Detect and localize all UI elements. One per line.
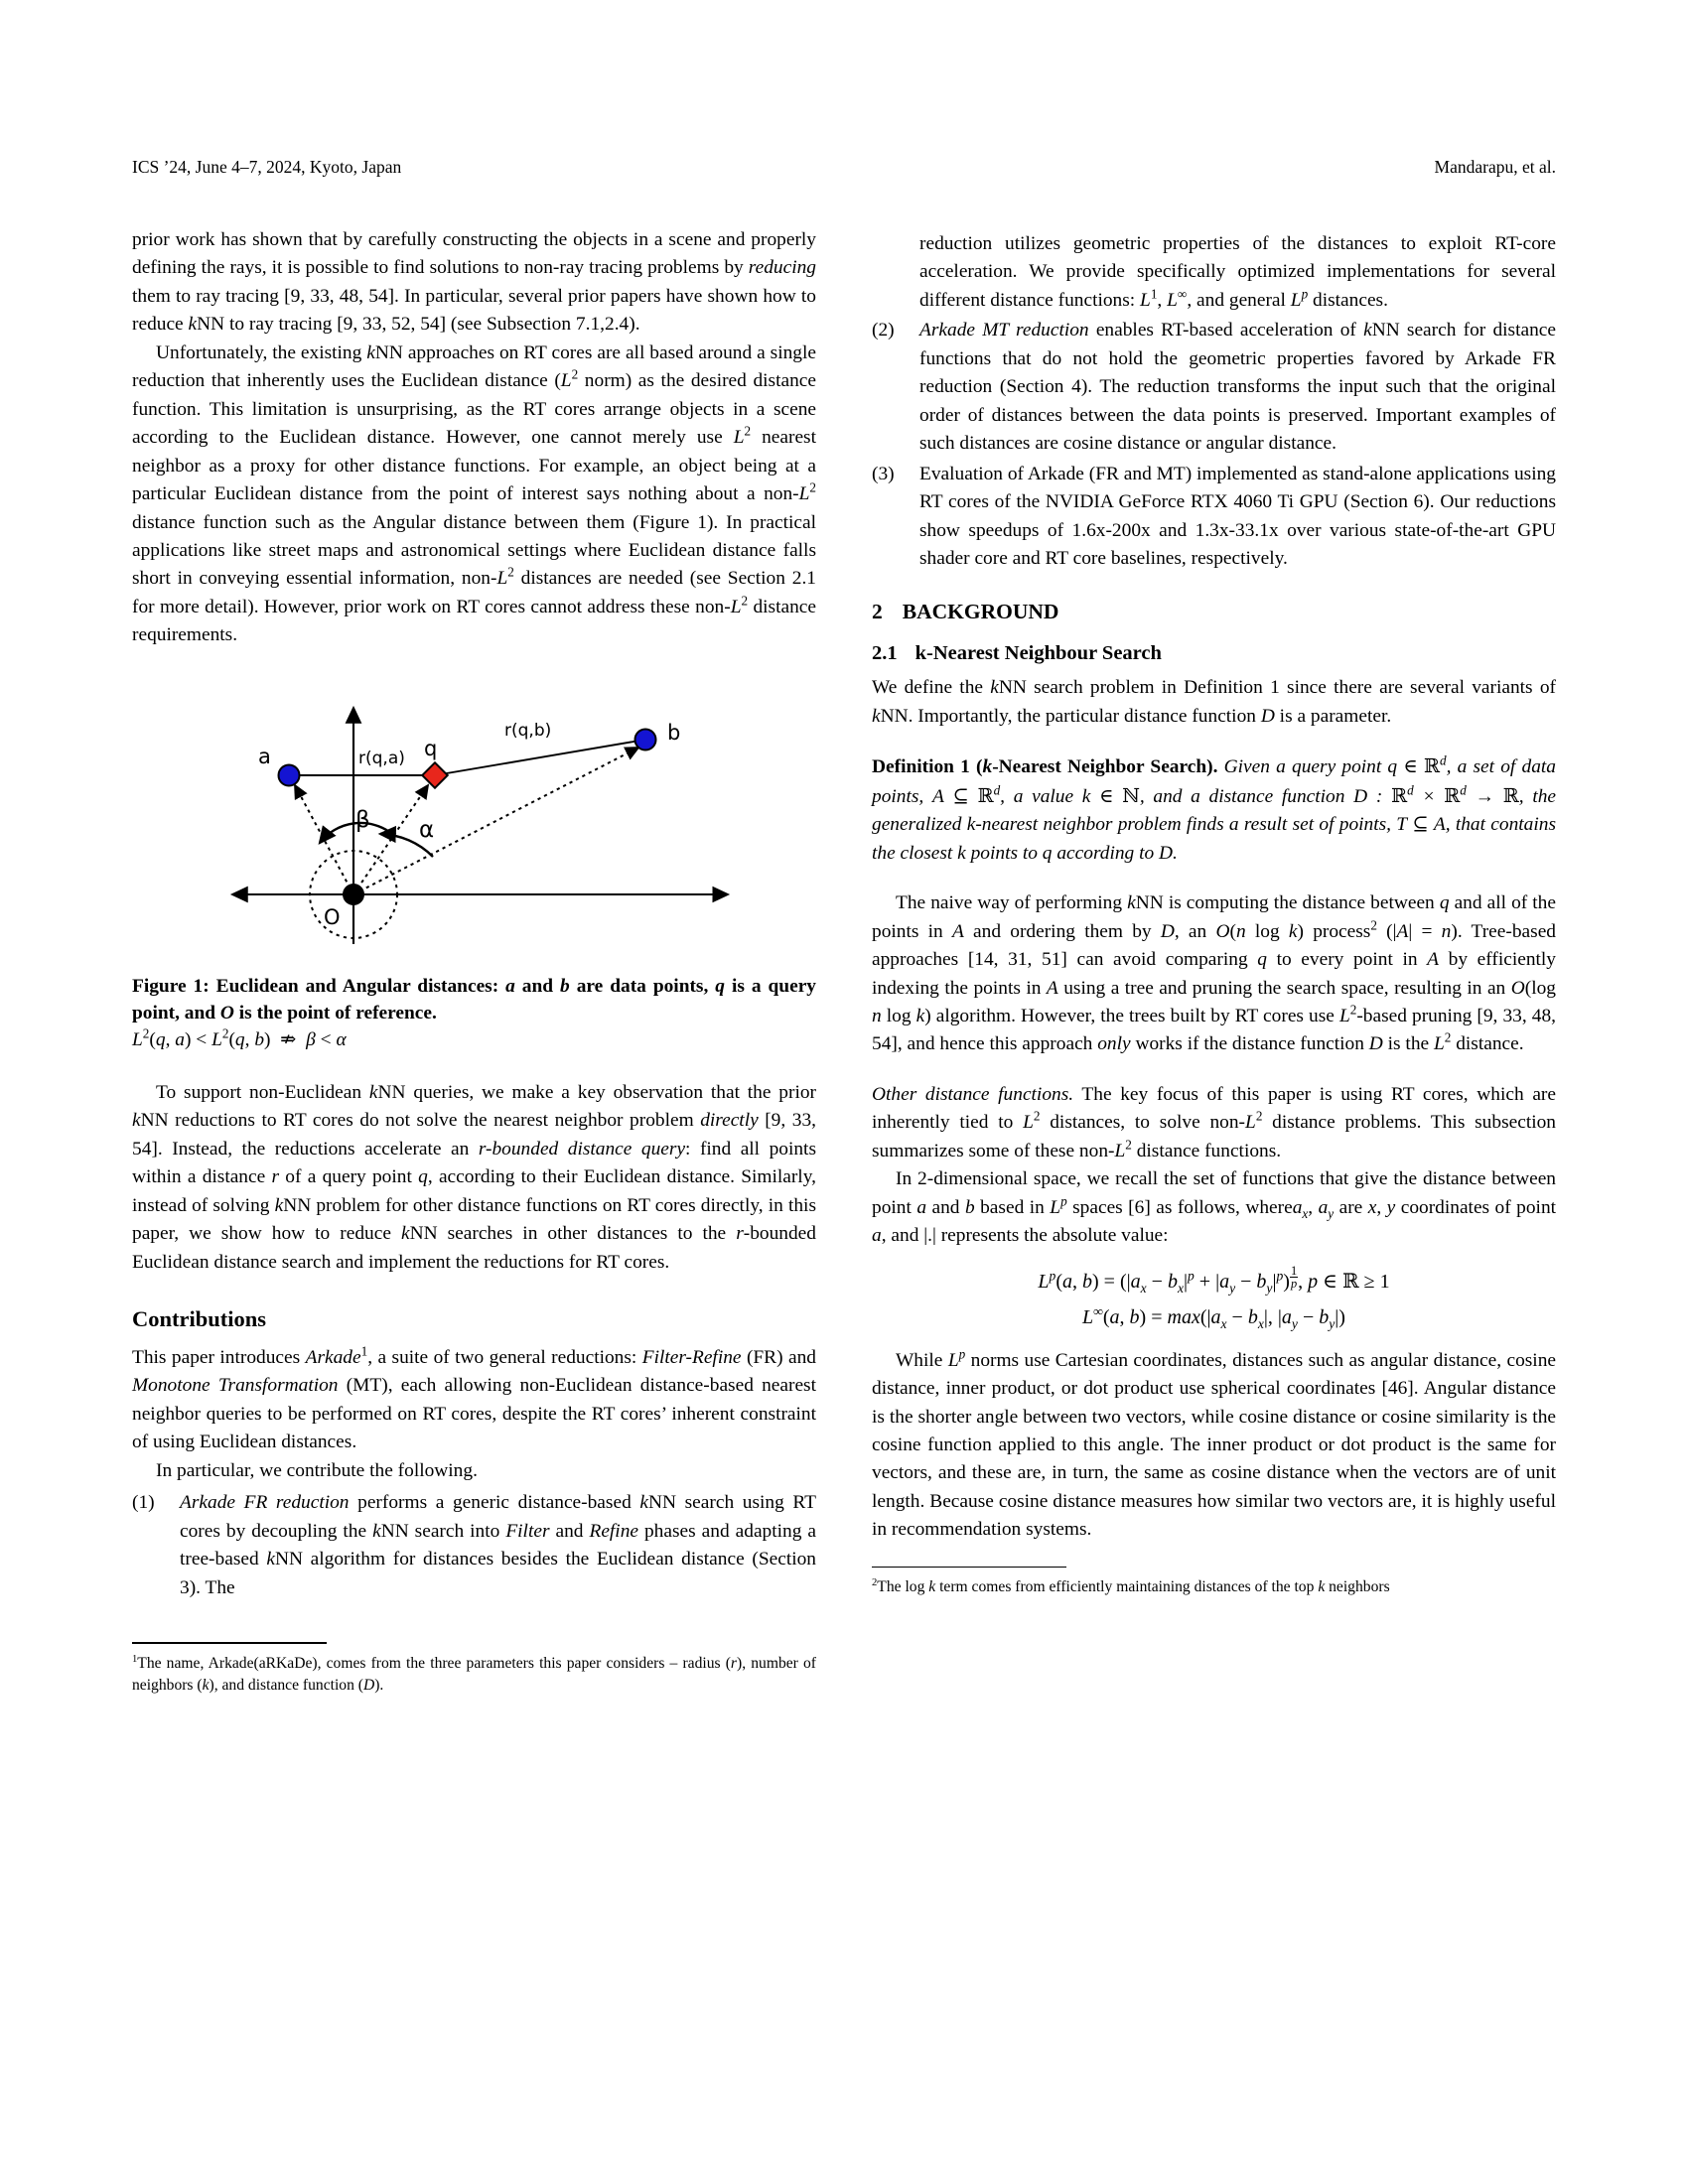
vector-O-q bbox=[353, 785, 428, 894]
contribution-3-text: Evaluation of Arkade (FR and MT) implemented as stand-alone applications using RT cores of the NVIDIA GeForce RTX 4060 Ti GPU (Section 6). Our reductions show speedups of 1.6x-200x and 1.3x-33.1x over various state-of-the-art GPU shader core and RT core baselines, respectively. bbox=[919, 463, 1556, 569]
origin-point-O bbox=[343, 884, 364, 905]
equation-linf: L∞(a, $b) = \max(|a_x - b_x|$, $|a_y - b_y|$) bbox=[1082, 1302, 1345, 1331]
two-column-body bbox=[132, 226, 1556, 1696]
section-2-number: 2 bbox=[872, 600, 883, 624]
paragraph-prior-work: prior work has shown that by carefully constructing the objects in a scene and properly defining the rays, it is possible to find solutions to non-ray tracing problems by reducing them to ray tracing [9, 33, 48, 54]. In particular, several prior papers have shown how to reduce kNN to ray tracing [9, 33, 52, 54] (see Subsection 7.1,2.4). bbox=[132, 229, 816, 336]
equation-lp: $L^p(a$, $b) = (|a_x - b_x|^p + |a_y - b_y|^p)$ $\frac{1}{p}$ , p ∈ ℝ ≥ 1 bbox=[1038, 1263, 1390, 1296]
paragraph-other-distance-functions: Other distance functions. The key focus of this paper is using RT cores, which are inherently tied to $L^2$ distances, to solve non-$L^2$ distance problems. This subsection summarizes some of these non-$L^2$ distance functions. bbox=[872, 1083, 1556, 1161]
paragraph-in-particular: In particular, we contribute the following. bbox=[156, 1459, 478, 1481]
left-column bbox=[132, 226, 816, 1696]
paragraph-unfortunately: Unfortunately, the existing kNN approaches on RT cores are all based around a single reduction that inherently uses the Euclidean distance ($L^2$ norm) as the desired distance function. This limitation is unsurprising, as the RT cores arrange objects in a scene according to the Euclidean distance. However, one cannot merely use $L^2$ nearest neighbor as a proxy for other distance functions. For example, an object being at a particular Euclidean distance from the point of interest says nothing about a non-$L^2$ distance function such as the Angular distance between them (Figure 1). In practical applications like street maps and astronomical settings where Euclidean distance falls short in conveying essential information, non-$L^2$ distances are needed (see Section 2.1 for more detail). However, prior work on RT cores cannot address these non-$L^2$ distance requirements. bbox=[132, 341, 816, 646]
figure-label-rqa: r(q,a) bbox=[357, 748, 405, 768]
section-2-title: BACKGROUND bbox=[902, 600, 1059, 624]
figure-label-beta: β bbox=[354, 806, 370, 833]
contributions-list-continued bbox=[872, 230, 1556, 573]
footnote-1 bbox=[132, 1642, 816, 1696]
definition-1-head: Definition 1 (k-Nearest Neighbor Search). bbox=[872, 756, 1218, 778]
contribution-2-text: Arkade MT reduction enables RT-based acceleration of kNN search for distance functions that do not hold the geometric properties favored by Arkade FR reduction (Section 4). The reduction transforms the input such that the original order of distances between the data points is preserved. Important examples of such distances are cosine distance or angular distance. bbox=[919, 320, 1556, 455]
heading-section-2-1 bbox=[872, 640, 1556, 666]
footnote-2-text: $^2$The log k term comes from efficiently maintaining distances of the top k neighbors bbox=[872, 1577, 1390, 1596]
vector-O-b bbox=[353, 748, 638, 894]
contribution-1-text: Arkade FR reduction performs a generic distance-based kNN search using RT cores by decoupling the kNN search into Filter and Refine phases and adapting a tree-based kNN algorithm for distances besides the Euclidean distance (Section 3). The bbox=[180, 1492, 816, 1598]
definition-1-body: Given a query point q ∈ ℝ$^d$, a set of data points, A ⊆ ℝ$^d$, a value k ∈ ℕ, and a distance function D : ℝ$^d$ × ℝ$^d$ → ℝ, the generalized k-nearest neighbor problem finds a result set of points, T ⊆ A, that contains the closest k points to q according to D. bbox=[872, 752, 1557, 864]
footnote-rule bbox=[132, 1642, 327, 1644]
contribution-2-number: (2) bbox=[872, 320, 895, 341]
footnote-rule-2 bbox=[872, 1567, 1066, 1569]
segment-q-b bbox=[435, 740, 645, 775]
heading-section-2 bbox=[872, 599, 1556, 624]
figure-label-b: b bbox=[666, 720, 680, 745]
contribution-1-cont-spacer bbox=[872, 230, 910, 315]
definition-1 bbox=[872, 752, 1556, 868]
list-item-contribution-1-cont bbox=[872, 230, 1556, 315]
paragraph-this-paper: This paper introduces Arkade$^1$, a suite of two general reductions: Filter-Refine (FR) and Monotone Transformation (MT), each allowing non-Euclidean distance-based nearest neighbor queries to be performed on RT cores, despite the RT cores’ inherent constraint of using Euclidean distances. bbox=[132, 1343, 817, 1453]
paragraph-two-dimensional: In 2-dimensional space, we recall the set of functions that give the distance between point a and b based in $L^p$ spaces [6] as follows, wherea$_x$, $a_y$ are x, y coordinates of point a, and |.| represents the absolute value: bbox=[872, 1168, 1557, 1247]
figure-caption-text: Figure 1: Euclidean and Angular distances: a and b are data points, q is a query point, and O is the point of reference. bbox=[132, 975, 816, 1024]
paragraph-naive-way: The naive way of performing kNN is computing the distance between q and all of the points in A and ordering them by D, an O(n log k) process$^2$ (|A| = n). Tree-based approaches [14, 31, 51] can avoid comparing q to every point in A by efficiently indexing the points in A using a tree and pruning the search space, resulting in an O(log n log k) algorithm. However, the trees built by RT cores use $L^2$-based pruning [9, 33, 48, 54], and hence this approach only works if the distance function D is the $L^2$ distance. bbox=[872, 892, 1556, 1055]
equation-block bbox=[872, 1263, 1556, 1335]
query-point-q bbox=[422, 762, 447, 787]
figure-caption-equation: $L^2(q$, $a) < L^2(q$, b) ⇏ β < α bbox=[132, 1025, 347, 1050]
contributions-list bbox=[132, 1489, 816, 1602]
list-item-contribution-1 bbox=[132, 1489, 816, 1602]
paragraph-to-support: To support non-Euclidean kNN queries, we make a key observation that the prior kNN reductions to RT cores do not solve the nearest neighbor problem directly [9, 33, 54]. Instead, the reductions accelerate an r-bounded distance query: find all points within a distance r of a query point q, according to their Euclidean distance. Similarly, instead of solving kNN problem for other distance functions on RT cores directly, in this paper, we show how to reduce kNN searches in other distances to the r-bounded Euclidean distance search and implement the reductions for RT cores. bbox=[132, 1081, 816, 1273]
contribution-1-number: (1) bbox=[132, 1492, 155, 1514]
data-point-a bbox=[278, 764, 299, 785]
paragraph-while-lp-norms: While $L^p$ norms use Cartesian coordinates, distances such as angular distance, cosine distance, inner product, or dot product use spherical coordinates [46]. Angular distance is the shorter angle between two vectors, while cosine distance or cosine similarity is the cosine function applied to this angle. The inner product or dot product is the same for vectors, and these are, in turn, the same as cosine distance when the vectors are of unit length. Because cosine distance measures how similar two vectors are, it is highly useful in recommendation systems. bbox=[872, 1346, 1556, 1541]
figure-label-alpha: α bbox=[418, 816, 434, 843]
paragraph-we-define: We define the kNN search problem in Definition 1 since there are several variants of kNN. Importantly, the particular distance function D is a parameter. bbox=[872, 677, 1556, 727]
footnote-1-text: $^1$The name, Arkade(aRKaDe), comes from the three parameters this paper considers – radius (r), number of neighbors (k), and distance function (D). bbox=[132, 1653, 816, 1694]
contribution-3-number: (3) bbox=[872, 463, 895, 484]
running-head-left: ICS ’24, June 4–7, 2024, Kyoto, Japan bbox=[132, 157, 402, 177]
figure-1-caption bbox=[132, 973, 816, 1053]
list-item-contribution-2 bbox=[872, 317, 1556, 458]
right-column bbox=[872, 226, 1556, 1696]
figure-label-q: q bbox=[423, 736, 437, 760]
list-item-contribution-3 bbox=[872, 461, 1556, 574]
heading-contributions: Contributions bbox=[132, 1305, 267, 1331]
data-point-b bbox=[634, 729, 655, 750]
figure-1-diagram bbox=[197, 678, 753, 951]
running-head bbox=[132, 157, 1556, 177]
figure-label-origin: O bbox=[323, 904, 341, 929]
vector-O-a bbox=[295, 785, 353, 894]
figure-label-rqb: r(q,b) bbox=[503, 720, 551, 741]
running-head-right: Mandarapu, et al. bbox=[1434, 157, 1556, 177]
contribution-1-continued-text: reduction utilizes geometric properties of the distances to exploit RT-core acceleration. We provide specifically optimized implementations for several different distance functions: $L^1$, L∞, and general $L^p$ distances. bbox=[919, 233, 1556, 311]
footnote-2 bbox=[872, 1567, 1556, 1598]
section-2-1-title: k-Nearest Neighbour Search bbox=[914, 642, 1162, 665]
figure-label-a: a bbox=[257, 744, 271, 768]
section-2-1-number: 2.1 bbox=[872, 642, 898, 665]
figure-1 bbox=[132, 678, 816, 951]
